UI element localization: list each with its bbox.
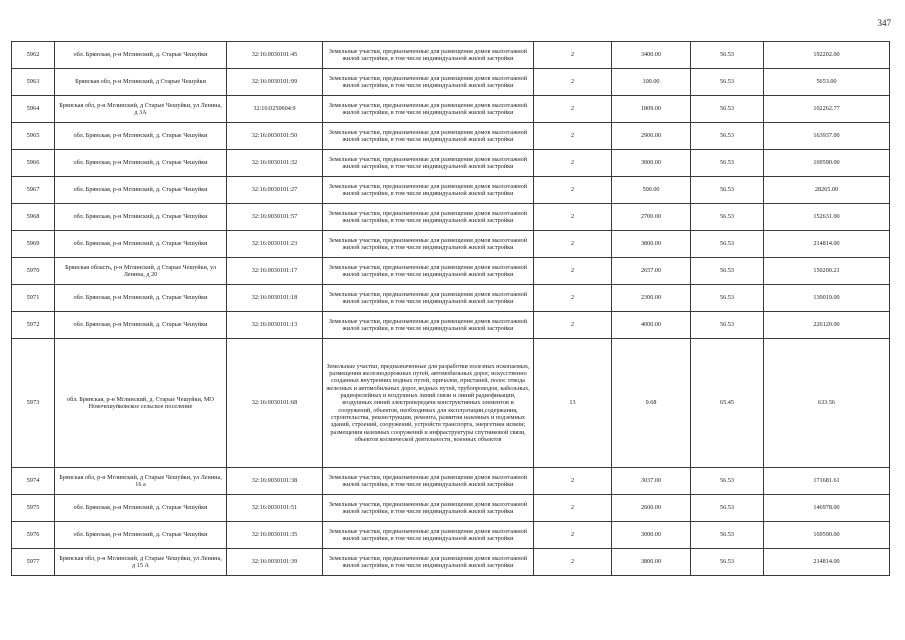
cell-land-purpose: Земельные участки, предназначенные для размещения домов малоэтажной жилой застройки, в том числе индивидуальной жилой застройки: [323, 522, 534, 549]
cell-cadastral-number: 32:16:0030101:27: [227, 177, 323, 204]
cell-row-number: 5966: [12, 150, 55, 177]
cell-land-purpose: Земельные участки, предназначенные для размещения домов малоэтажной жилой застройки, в том числе индивидуальной жилой застройки: [323, 204, 534, 231]
cell-category-code: 2: [534, 177, 612, 204]
cell-address: обл. Брянская, р-н Мглинский, д. Старые Чешуйки, МО Новочешуйковское сельское поселение: [55, 339, 227, 468]
cell-specific-value: 56.53: [691, 285, 764, 312]
cell-land-purpose: Земельные участки, предназначенные для размещения домов малоэтажной жилой застройки, в том числе индивидуальной жилой застройки: [323, 549, 534, 576]
table-row: [12, 549, 890, 576]
cell-cadastral-value: 171681.61: [764, 468, 890, 495]
cell-specific-value: 56.53: [691, 150, 764, 177]
cell-area: 3800.00: [612, 549, 691, 576]
cell-cadastral-number: 32:16:0030101:18: [227, 285, 323, 312]
cell-area: 2900.00: [612, 123, 691, 150]
cell-land-purpose: Земельные участки, предназначенные для размещения домов малоэтажной жилой застройки, в том числе индивидуальной жилой застройки: [323, 495, 534, 522]
table-row: [12, 231, 890, 258]
cell-area: 2657.00: [612, 258, 691, 285]
cell-land-purpose: Земельные участки, предназначенные для размещения домов малоэтажной жилой застройки, в том числе индивидуальной жилой застройки: [323, 123, 534, 150]
cell-address: обл. Брянская, р-н Мглинский, д. Старые Чешуйки: [55, 123, 227, 150]
cell-row-number: 5974: [12, 468, 55, 495]
table-row: [12, 468, 890, 495]
cell-cadastral-number: 32:16:0030101:45: [227, 42, 323, 69]
cell-cadastral-number: 32:16:0030101:99: [227, 69, 323, 96]
cell-cadastral-value: 226120.00: [764, 312, 890, 339]
cell-area: 2300.00: [612, 285, 691, 312]
land-plots-table: [11, 41, 890, 576]
cell-cadastral-number: 32:16:0030101:39: [227, 549, 323, 576]
cell-land-purpose: Земельные участки, предназначенные для размещения домов малоэтажной жилой застройки, в том числе индивидуальной жилой застройки: [323, 285, 534, 312]
cell-row-number: 5972: [12, 312, 55, 339]
cell-cadastral-number: 32:16:0030101:35: [227, 522, 323, 549]
cell-row-number: 5968: [12, 204, 55, 231]
cell-cadastral-value: 146978.00: [764, 495, 890, 522]
table-row: [12, 285, 890, 312]
cell-area: 3000.00: [612, 522, 691, 549]
cell-land-purpose: Земельные участки, предназначенные для размещения домов малоэтажной жилой застройки, в том числе индивидуальной жилой застройки: [323, 258, 534, 285]
table-row: [12, 312, 890, 339]
cell-cadastral-value: 214814.00: [764, 549, 890, 576]
table-row: [12, 123, 890, 150]
cell-cadastral-value: 163937.00: [764, 123, 890, 150]
cell-row-number: 5973: [12, 339, 55, 468]
cell-cadastral-value: 169590.00: [764, 522, 890, 549]
cell-cadastral-value: 192202.00: [764, 42, 890, 69]
cell-specific-value: 56.53: [691, 123, 764, 150]
cell-area: 1809.00: [612, 96, 691, 123]
cell-cadastral-number: 32:16:0030101:57: [227, 204, 323, 231]
table-row: [12, 177, 890, 204]
cell-category-code: 2: [534, 123, 612, 150]
cell-land-purpose: Земельные участки, предназначенные для размещения домов малоэтажной жилой застройки, в том числе индивидуальной жилой застройки: [323, 96, 534, 123]
cell-land-purpose: Земельные участки, предназначенные для размещения домов малоэтажной жилой застройки, в том числе индивидуальной жилой застройки: [323, 231, 534, 258]
cell-address: Брянская обл, р-н Мглинский, д Старые Чешуйки: [55, 69, 227, 96]
cell-specific-value: 56.53: [691, 549, 764, 576]
cell-address: обл. Брянская, р-н Мглинский, д. Старые Чешуйки: [55, 522, 227, 549]
cell-row-number: 5962: [12, 42, 55, 69]
cell-land-purpose: Земельные участки, предназначенные для размещения домов малоэтажной жилой застройки, в том числе индивидуальной жилой застройки: [323, 468, 534, 495]
cell-category-code: 2: [534, 468, 612, 495]
table-body: [12, 42, 890, 576]
cell-cadastral-value: 102262.77: [764, 96, 890, 123]
cell-area: 100.00: [612, 69, 691, 96]
cell-row-number: 5976: [12, 522, 55, 549]
table-row: [12, 522, 890, 549]
cell-category-code: 2: [534, 522, 612, 549]
cell-specific-value: 56.53: [691, 312, 764, 339]
cell-category-code: 2: [534, 549, 612, 576]
cell-area: 2600.00: [612, 495, 691, 522]
cell-category-code: 2: [534, 231, 612, 258]
cell-category-code: 2: [534, 495, 612, 522]
cell-row-number: 5971: [12, 285, 55, 312]
cell-specific-value: 56.53: [691, 495, 764, 522]
cell-row-number: 5967: [12, 177, 55, 204]
table-row: [12, 204, 890, 231]
cell-category-code: 2: [534, 258, 612, 285]
cell-area: 3000.00: [612, 150, 691, 177]
cell-area: 500.00: [612, 177, 691, 204]
cell-row-number: 5965: [12, 123, 55, 150]
cell-cadastral-number: 32:16:0030101:17: [227, 258, 323, 285]
cell-cadastral-value: 169590.00: [764, 150, 890, 177]
cell-row-number: 5963: [12, 69, 55, 96]
cell-row-number: 5969: [12, 231, 55, 258]
cell-address: обл. Брянская, р-н Мглинский, д. Старые Чешуйки: [55, 150, 227, 177]
cell-cadastral-value: 130019.00: [764, 285, 890, 312]
cell-address: обл. Брянская, р-н Мглинский, д. Старые Чешуйки: [55, 495, 227, 522]
cell-area: 3037.00: [612, 468, 691, 495]
table-row: [12, 339, 890, 468]
cell-category-code: 2: [534, 285, 612, 312]
cell-address: Брянская обл, р-н Мглинский, д Старые Чешуйки, ул Ленина, д 15 А: [55, 549, 227, 576]
cell-address: обл. Брянская, р-н Мглинский, д. Старые Чешуйки: [55, 42, 227, 69]
cell-cadastral-value: 150200.21: [764, 258, 890, 285]
cell-address: Брянская область, р-н Мглинский, д Старые Чешуйки, ул Ленина, д 20: [55, 258, 227, 285]
cell-specific-value: 56.53: [691, 96, 764, 123]
table-row: [12, 495, 890, 522]
cell-cadastral-number: 32:16:0030101:68: [227, 339, 323, 468]
cell-specific-value: 56.53: [691, 69, 764, 96]
cell-cadastral-value: 28265.00: [764, 177, 890, 204]
cell-area: 3400.00: [612, 42, 691, 69]
table-row: [12, 42, 890, 69]
page-number: 347: [877, 18, 891, 28]
cell-specific-value: 56.53: [691, 258, 764, 285]
cell-address: обл. Брянская, р-н Мглинский, д. Старые Чешуйки: [55, 285, 227, 312]
cell-cadastral-number: 32:16:0030101:23: [227, 231, 323, 258]
cell-specific-value: 56.53: [691, 177, 764, 204]
cell-cadastral-number: 32:16:0250604:9: [227, 96, 323, 123]
cell-cadastral-value: 152631.00: [764, 204, 890, 231]
cell-row-number: 5975: [12, 495, 55, 522]
cell-area: 3800.00: [612, 231, 691, 258]
cell-address: Брянская обл, р-н Мглинский, д Старые Чешуйки, ул Ленина, д 3А: [55, 96, 227, 123]
cell-cadastral-number: 32:16:0030101:38: [227, 468, 323, 495]
cell-specific-value: 56.53: [691, 204, 764, 231]
cell-cadastral-number: 32:16:0030101:13: [227, 312, 323, 339]
cell-specific-value: 56.53: [691, 468, 764, 495]
cell-specific-value: 56.53: [691, 231, 764, 258]
table-row: [12, 96, 890, 123]
cell-address: Брянская обл, р-н Мглинский, д Старые Чешуйки, ул Ленина, 16 а: [55, 468, 227, 495]
cell-land-purpose: Земельные участки, предназначенные для размещения домов малоэтажной жилой застройки, в том числе индивидуальной жилой застройки: [323, 312, 534, 339]
cell-cadastral-number: 32:16:0030101:32: [227, 150, 323, 177]
cell-specific-value: 65.45: [691, 339, 764, 468]
cell-address: обл. Брянская, р-н Мглинский, д. Старые Чешуйки: [55, 231, 227, 258]
cell-cadastral-number: 32:16:0030101:50: [227, 123, 323, 150]
cell-area: 9.68: [612, 339, 691, 468]
cell-category-code: 2: [534, 312, 612, 339]
cell-cadastral-value: 214814.00: [764, 231, 890, 258]
cell-row-number: 5977: [12, 549, 55, 576]
cell-specific-value: 56.53: [691, 42, 764, 69]
cell-row-number: 5970: [12, 258, 55, 285]
cell-cadastral-number: 32:16:0030101:51: [227, 495, 323, 522]
cell-cadastral-value: 5653.00: [764, 69, 890, 96]
cell-land-purpose: Земельные участки, предназначенные для размещения домов малоэтажной жилой застройки, в том числе индивидуальной жилой застройки: [323, 150, 534, 177]
cell-category-code: 2: [534, 96, 612, 123]
cell-category-code: 2: [534, 204, 612, 231]
cell-category-code: 13: [534, 339, 612, 468]
cell-category-code: 2: [534, 69, 612, 96]
cell-category-code: 2: [534, 150, 612, 177]
cell-category-code: 2: [534, 42, 612, 69]
cell-specific-value: 56.53: [691, 522, 764, 549]
cell-area: 4000.00: [612, 312, 691, 339]
cell-land-purpose: Земельные участки, предназначенные для размещения домов малоэтажной жилой застройки, в том числе индивидуальной жилой застройки: [323, 69, 534, 96]
cell-row-number: 5964: [12, 96, 55, 123]
table-row: [12, 69, 890, 96]
cell-land-purpose: Земельные участки, предназначенные для размещения домов малоэтажной жилой застройки, в том числе индивидуальной жилой застройки: [323, 177, 534, 204]
cell-land-purpose: Земельные участки, предназначенные для разработки полезных ископаемых, размещения железнодорожных путей, автомобильных дорог, искусственно созданных внутренних водных путей, причалов, пристаней, полос отвода железных и автомобильных дорог, водных путей, трубопроводов, кабельных, радиорелейных и воздушных линий связи и линий радиофикации, воздушных линий электропередачи конструктивных элементов и сооружений, объектов, необходимых для эксплуатации,содержания, строительства, реконструкции, ремонта, развития наземных и подземных зданий, строений, сооружений, устройств транспорта, энергетики иcвязи; размещения наземных сооружений и инфраструктуры спутниковой связи, объектов космической деятельности, военных объектов: [323, 339, 534, 468]
cell-address: обл. Брянская, р-н Мглинский, д. Старые Чешуйки: [55, 312, 227, 339]
table-row: [12, 258, 890, 285]
cell-cadastral-value: 633.56: [764, 339, 890, 468]
table-row: [12, 150, 890, 177]
cell-land-purpose: Земельные участки, предназначенные для размещения домов малоэтажной жилой застройки, в том числе индивидуальной жилой застройки: [323, 42, 534, 69]
cell-area: 2700.00: [612, 204, 691, 231]
cell-address: обл. Брянская, р-н Мглинский, д. Старые Чешуйки: [55, 204, 227, 231]
cell-address: обл. Брянская, р-н Мглинский, д. Старые Чешуйки: [55, 177, 227, 204]
